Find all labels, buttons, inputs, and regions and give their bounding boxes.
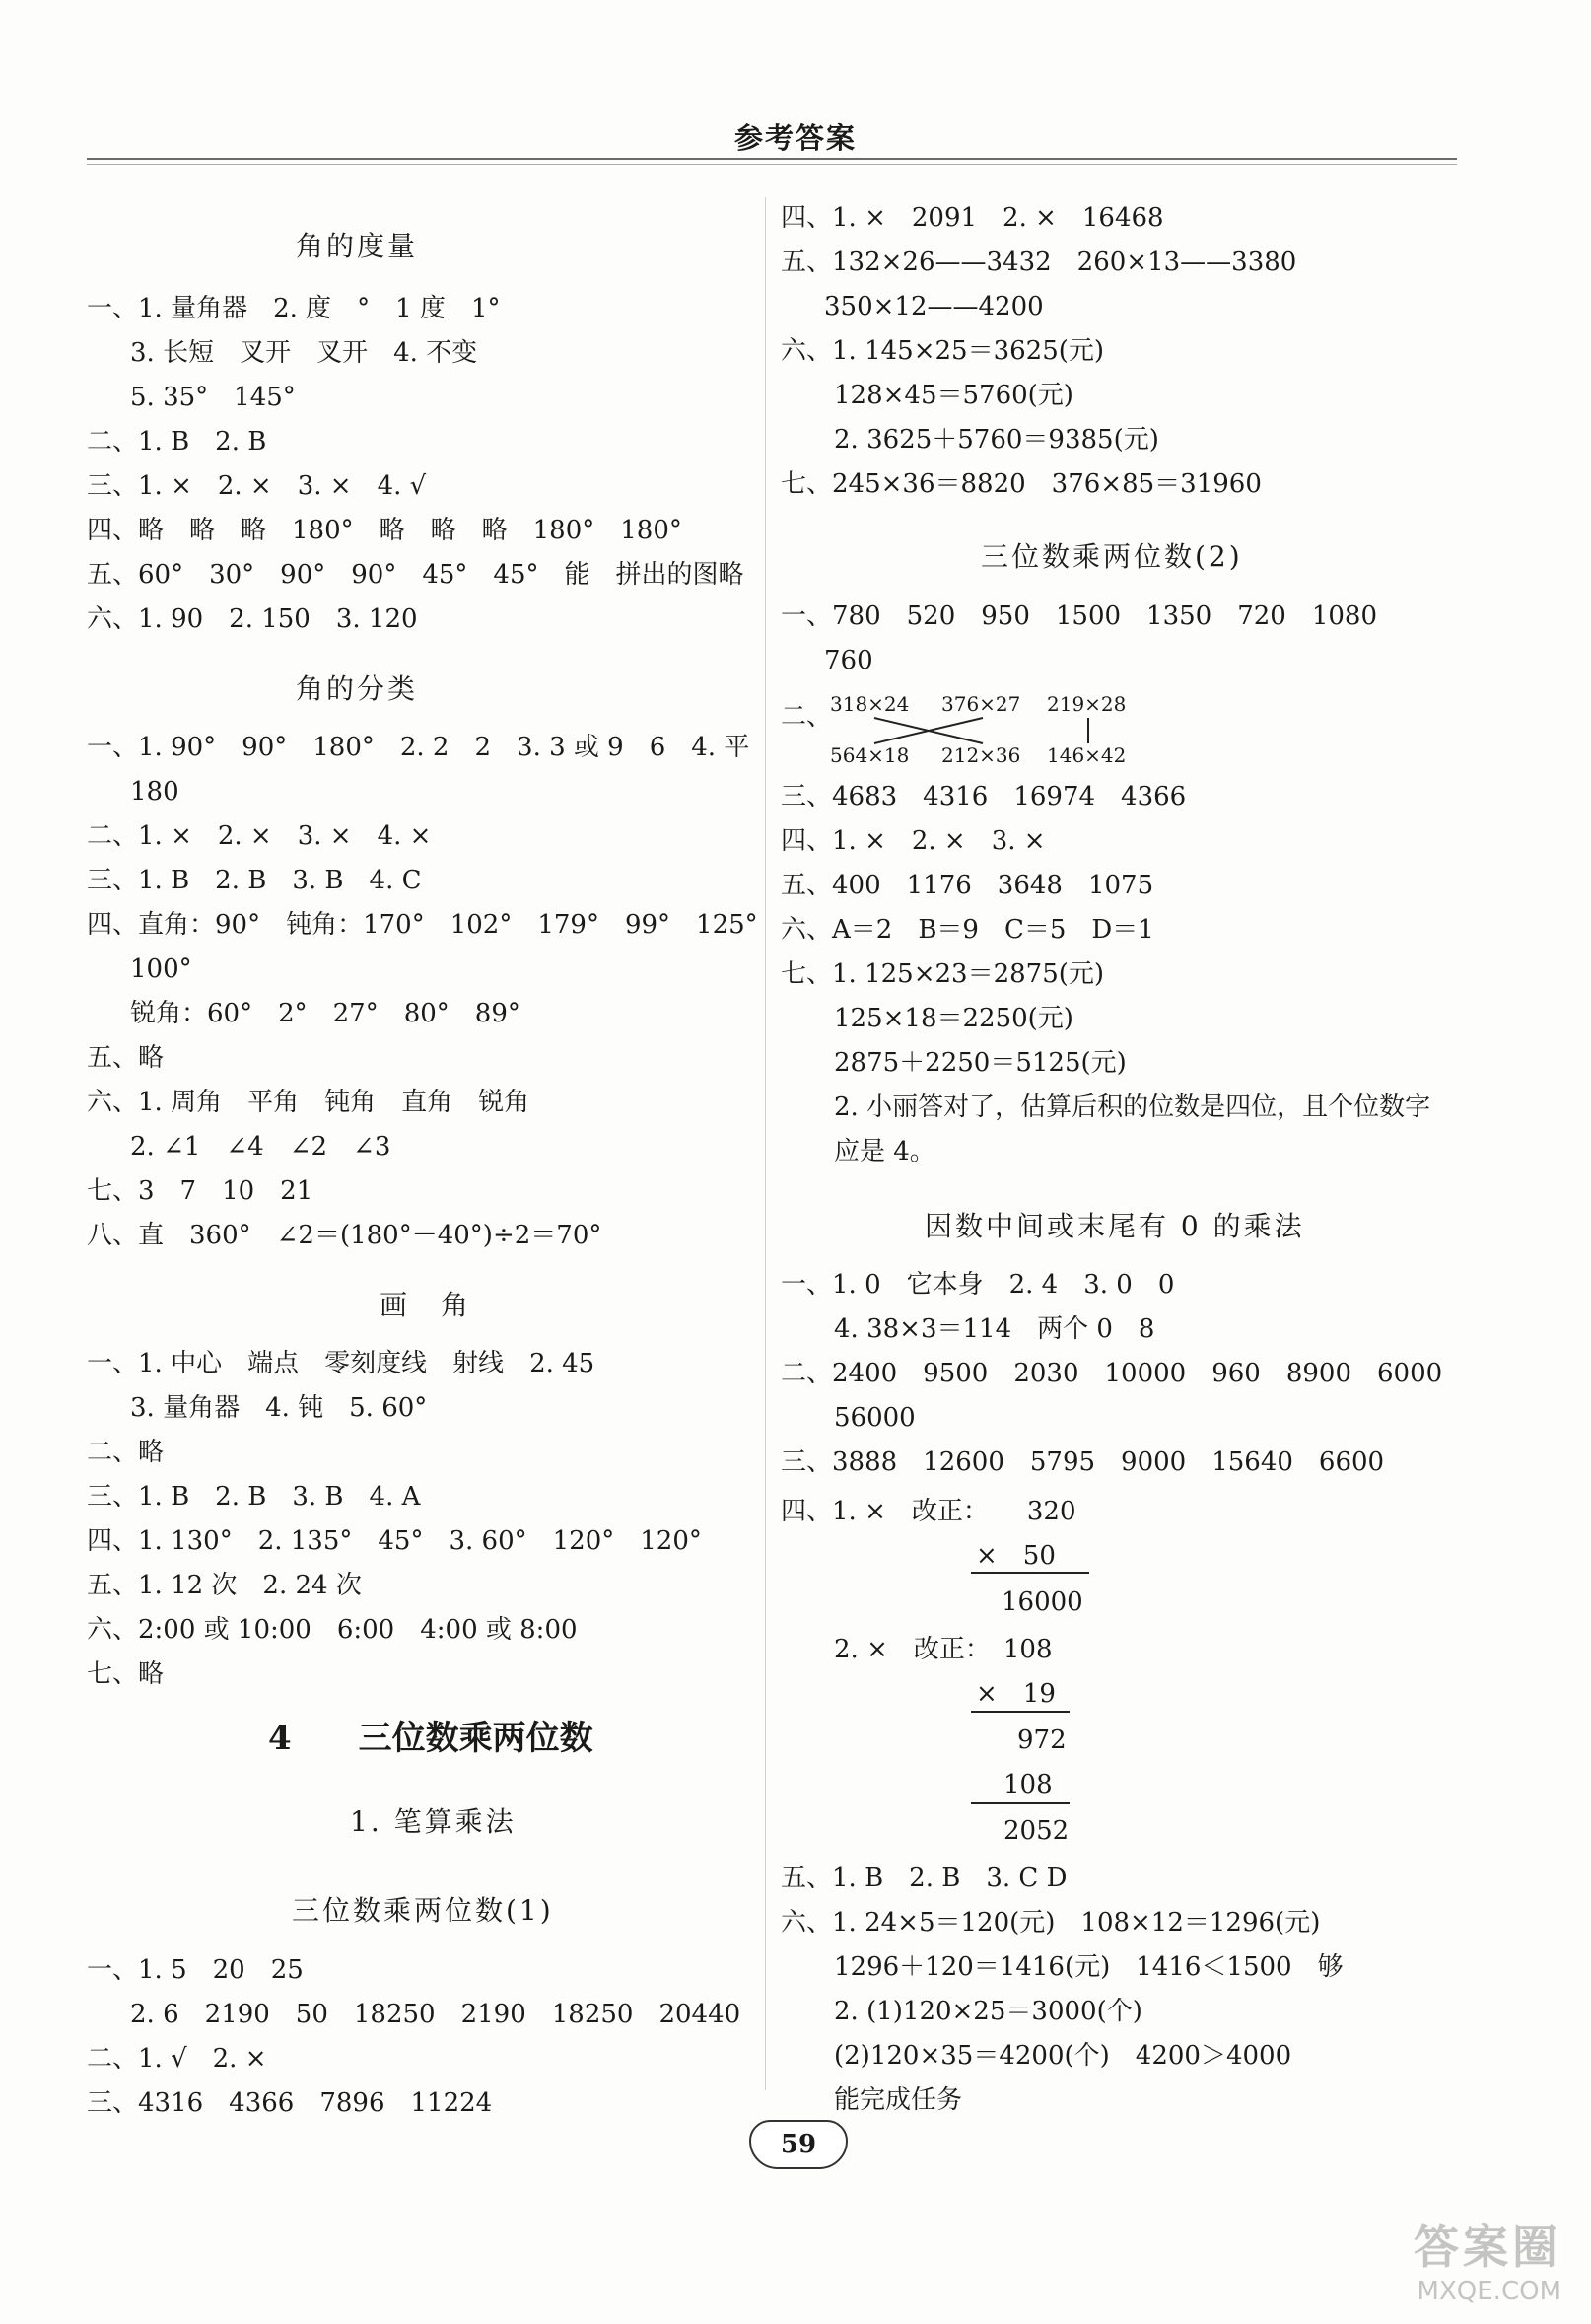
calc-rule-1 (971, 1572, 1089, 1574)
left-line-35: 2. 6 2190 50 18250 2190 18250 20440 (130, 2000, 741, 2029)
matching-top-1: 318×24 (830, 692, 910, 716)
right-line-8: 一、780 520 950 1500 1350 720 1080 (781, 601, 1378, 631)
left-line-18: 六、1. 周角 平角 钝角 直角 锐角 (87, 1088, 530, 1117)
left-line-13: 三、1. B 2. B 3. B 4. C (87, 866, 422, 895)
right-line-3: 六、1. 145×25＝3625(元) (781, 336, 1105, 366)
left-line-29: 六、2:00 或 10:00 6:00 4:00 或 8:00 (87, 1615, 578, 1645)
right-line-4: 128×45＝5760(元) (834, 381, 1073, 410)
left-title-9: 角的分类 (296, 672, 419, 705)
right-title-7: 三位数乘两位数(2) (981, 540, 1243, 573)
left-line-5: 三、1. × 2. × 3. × 4. √ (87, 471, 427, 501)
left-line-17: 五、略 (87, 1043, 165, 1073)
page-number: 59 (749, 2120, 848, 2169)
left-line-26: 三、1. B 2. B 3. B 4. A (87, 1482, 421, 1512)
calc-rule-2 (971, 1711, 1070, 1713)
watermark-url: MXQE.COM (1417, 2277, 1561, 2306)
right-line-5: 2. 3625＋5760＝9385(元) (834, 425, 1159, 455)
left-line-36: 二、1. √ 2. × (87, 2044, 267, 2074)
right-line-11: 四、1. × 2. × 3. × (781, 826, 1046, 856)
left-line-27: 四、1. 130° 2. 135° 45° 3. 60° 120° 120° (87, 1526, 702, 1556)
right-line-28: 2. × 改正： 108 (834, 1635, 1053, 1664)
right-line-1: 五、132×26——3432 260×13——3380 (781, 247, 1297, 277)
left-line-10: 一、1. 90° 90° 180° 2. 2 2 3. 3 或 9 6 4. 平 (87, 733, 750, 762)
right-line-6: 七、245×36＝8820 376×85＝31960 (781, 469, 1262, 499)
left-title-22: 画 角 (380, 1289, 472, 1321)
right-line-29: × 19 (976, 1679, 1056, 1709)
right-line-15: 125×18＝2250(元) (834, 1004, 1073, 1033)
matching-bottom-2: 212×36 (941, 743, 1021, 767)
right-line-25: 四、1. × 改正： 320 (781, 1497, 1076, 1526)
matching-exercise (781, 690, 1195, 769)
calc-rule-3 (971, 1802, 1070, 1804)
left-line-37: 三、4316 4366 7896 11224 (87, 2088, 493, 2118)
matching-top-2: 376×27 (941, 692, 1021, 716)
matching-lines (781, 690, 1195, 769)
header-rule-thin (87, 164, 1457, 165)
page-header: 参考答案 (733, 121, 857, 155)
matching-top-3: 219×28 (1047, 692, 1127, 716)
right-line-24: 三、3888 12600 5795 9000 15640 6600 (781, 1447, 1385, 1477)
right-line-37: (2)120×35＝4200(个) 4200＞4000 (834, 2041, 1292, 2071)
left-line-3: 5. 35° 145° (130, 383, 296, 412)
right-line-35: 1296＋120＝1416(元) 1416＜1500 够 (834, 1952, 1344, 1982)
right-line-21: 4. 38×3＝114 两个 0 8 (834, 1314, 1155, 1344)
right-line-33: 五、1. B 2. B 3. C D (781, 1864, 1068, 1893)
left-title-33: 三位数乘两位数(1) (292, 1894, 554, 1927)
column-divider (765, 197, 766, 2090)
left-line-6: 四、略 略 略 180° 略 略 略 180° 180° (87, 516, 682, 545)
right-line-9: 760 (824, 646, 873, 675)
right-line-18: 应是 4。 (834, 1137, 935, 1166)
left-line-28: 五、1. 12 次 2. 24 次 (87, 1571, 362, 1600)
right-line-20: 一、1. 0 它本身 2. 4 3. 0 0 (781, 1270, 1175, 1300)
left-chapter-31: 4 三位数乘两位数 (268, 1719, 593, 1758)
left-line-4: 二、1. B 2. B (87, 427, 267, 457)
right-line-38: 能完成任务 (834, 2085, 963, 2115)
right-line-30: 972 (1017, 1725, 1067, 1755)
left-line-23: 一、1. 中心 端点 零刻度线 射线 2. 45 (87, 1349, 595, 1378)
right-title-19: 因数中间或末尾有 0 的乘法 (925, 1210, 1305, 1242)
header-rule (87, 158, 1457, 160)
right-line-32: 2052 (1003, 1816, 1070, 1846)
left-title-0: 角的度量 (296, 230, 419, 262)
right-line-23: 56000 (834, 1403, 916, 1433)
right-line-10: 三、4683 4316 16974 4366 (781, 782, 1187, 811)
right-line-34: 六、1. 24×5＝120(元) 108×12＝1296(元) (781, 1908, 1321, 1937)
left-line-12: 二、1. × 2. × 3. × 4. × (87, 821, 432, 851)
left-line-19: 2. ∠1 ∠4 ∠2 ∠3 (130, 1132, 391, 1162)
matching-bottom-3: 146×42 (1047, 743, 1127, 767)
left-line-2: 3. 长短 叉开 叉开 4. 不变 (130, 338, 478, 368)
matching-bottom-1: 564×18 (830, 743, 910, 767)
left-line-34: 一、1. 5 20 25 (87, 1955, 304, 1985)
right-line-36: 2. (1)120×25＝3000(个) (834, 1997, 1142, 2026)
left-line-25: 二、略 (87, 1438, 165, 1467)
right-line-22: 二、2400 9500 2030 10000 960 8900 6000 (781, 1359, 1443, 1388)
right-line-2: 350×12——4200 (824, 292, 1044, 321)
left-line-8: 六、1. 90 2. 150 3. 120 (87, 604, 418, 634)
left-line-16: 锐角：60° 2° 27° 80° 89° (130, 999, 520, 1028)
left-line-14: 四、直角：90° 钝角：170° 102° 179° 99° 125° (87, 910, 758, 940)
right-line-26: × 50 (976, 1541, 1056, 1571)
left-line-1: 一、1. 量角器 2. 度 ° 1 度 1° (87, 294, 501, 323)
left-line-11: 180 (130, 777, 179, 807)
right-line-17: 2. 小丽答对了，估算后积的位数是四位，且个位数字 (834, 1092, 1431, 1122)
right-line-0: 四、1. × 2091 2. × 16468 (781, 203, 1164, 233)
left-line-21: 八、直 360° ∠2＝(180°－40°)÷2＝70° (87, 1221, 602, 1250)
left-line-15: 100° (130, 954, 192, 984)
left-line-30: 七、略 (87, 1659, 165, 1689)
watermark (1414, 2212, 1561, 2306)
left-title-32: 1. 笔算乘法 (350, 1805, 517, 1838)
right-line-12: 五、400 1176 3648 1075 (781, 871, 1154, 900)
left-line-24: 3. 量角器 4. 钝 5. 60° (130, 1393, 428, 1423)
left-line-7: 五、60° 30° 90° 90° 45° 45° 能 拼出的图略 (87, 560, 744, 590)
right-line-27: 16000 (1002, 1587, 1083, 1617)
right-line-31: 108 (1003, 1770, 1053, 1799)
right-line-14: 七、1. 125×23＝2875(元) (781, 959, 1105, 989)
left-line-20: 七、3 7 10 21 (87, 1176, 313, 1206)
right-line-13: 六、A＝2 B＝9 C＝5 D＝1 (781, 915, 1154, 945)
right-line-16: 2875＋2250＝5125(元) (834, 1048, 1127, 1078)
matching-label: 二、 (781, 702, 833, 732)
watermark-logo: 答案圈 (1414, 2220, 1561, 2274)
